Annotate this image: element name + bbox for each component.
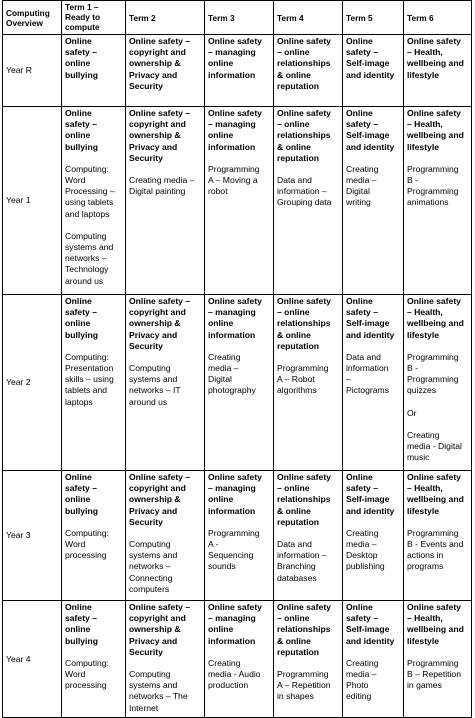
spacer	[346, 647, 400, 658]
online-safety-topic: Online safety – online bullying	[65, 108, 98, 152]
term-cell	[62, 471, 126, 601]
unit-topic: Computing systems and networks – The Internet	[129, 669, 188, 713]
table-row	[3, 601, 472, 718]
spacer	[407, 341, 468, 352]
unit-topic: Data and information – Grouping data	[277, 175, 332, 208]
online-safety-topic: Online safety – online relationships & online reputation	[277, 602, 331, 657]
spacer	[65, 517, 122, 528]
term-cell	[404, 35, 472, 107]
unit-topic: Computing: Word processing	[65, 657, 109, 691]
term-cell	[343, 107, 404, 295]
unit-topic: Programming A – Moving a robot	[208, 163, 260, 197]
term-cell	[126, 295, 205, 471]
year-label: Year 3	[3, 471, 62, 601]
year-label: Year 4	[3, 601, 62, 718]
online-safety-topic: Online safety – online relationships & online reputation	[277, 108, 331, 163]
unit-topic: Creating media – Desktop publishing	[346, 527, 385, 572]
spacer	[208, 647, 270, 658]
term-cell	[404, 107, 472, 295]
spacer	[277, 352, 339, 363]
online-safety-topic: Online safety – Self-image and identity	[346, 296, 395, 340]
term-cell	[205, 471, 274, 601]
unit-topic: Programming A – Repetition in shapes	[277, 669, 331, 702]
spacer	[346, 341, 400, 352]
online-safety-topic: Online safety – online relationships & online reputation	[277, 472, 331, 527]
spacer	[277, 658, 339, 669]
year-label: Year 1	[3, 107, 62, 295]
unit-topic: Data and information – Pictograms	[346, 351, 389, 396]
online-safety-topic: Online safety – Self-image and identity	[346, 602, 395, 646]
header-term-3: Term 3	[205, 1, 274, 35]
spacer	[65, 647, 122, 658]
online-safety-topic: Online safety – Health, wellbeing and lifestyle	[407, 296, 464, 340]
header-row	[3, 1, 472, 35]
online-safety-topic: Online safety – online bullying	[65, 36, 98, 80]
spacer	[277, 528, 339, 539]
online-safety-topic: Online safety – copyright and ownership & Privacy and Security	[129, 36, 191, 91]
term-cell	[205, 35, 274, 107]
term-cell	[126, 35, 205, 107]
term-cell	[274, 295, 343, 471]
spacer	[65, 341, 122, 352]
spacer	[346, 153, 400, 164]
table-row	[3, 107, 472, 295]
table-row	[3, 295, 472, 471]
unit-topic: Creating media – Photo editing	[346, 657, 379, 702]
online-safety-topic: Online safety – online bullying	[65, 472, 98, 516]
spacer	[407, 397, 468, 408]
header-term-5: Term 5	[343, 1, 404, 35]
online-safety-topic: Online safety – Self-image and identity	[346, 36, 395, 80]
unit-topic: Creating media - Digital music	[407, 429, 462, 463]
term-cell	[404, 601, 472, 718]
unit-topic: Data and information – Branching databases	[277, 539, 327, 583]
online-safety-topic: Online safety – online bullying	[65, 296, 98, 340]
unit-topic: Computing systems and networks – IT around us	[129, 363, 181, 407]
header-term-6: Term 6	[404, 1, 472, 35]
term-cell	[343, 601, 404, 718]
spacer	[277, 164, 339, 175]
online-safety-topic: Online safety – copyright and ownership & Privacy and Security	[129, 472, 191, 527]
unit-topic: Programming B - Programming quizzes	[407, 351, 459, 396]
unit-topic: Computing: Word Processing – using tablets and laptops	[65, 163, 115, 219]
online-safety-topic: Online safety – Health, wellbeing and lifestyle	[407, 108, 464, 152]
term-cell	[62, 107, 126, 295]
spacer	[65, 153, 122, 164]
unit-topic: Computing: Word processing	[65, 527, 109, 561]
term-cell	[62, 295, 126, 471]
online-safety-topic: Online safety – copyright and ownership & Privacy and Security	[129, 108, 191, 163]
spacer	[129, 352, 201, 363]
unit-topic: Creating media – Digital painting	[129, 175, 195, 197]
unit-topic: Computing systems and networks – Connecting computers	[129, 539, 178, 594]
spacer	[129, 658, 201, 669]
table-row	[3, 35, 472, 107]
online-safety-topic: Online safety – online bullying	[65, 602, 98, 646]
term-cell	[274, 471, 343, 601]
term-cell	[62, 601, 126, 718]
term-cell	[343, 295, 404, 471]
spacer	[407, 647, 468, 658]
unit-topic: Creating media – Digital writing	[346, 163, 379, 208]
unit-topic: Programming A - Sequencing sounds	[208, 527, 260, 572]
online-safety-topic: Online safety – managing online information	[208, 36, 262, 80]
online-safety-topic: Online safety – copyright and ownership & Privacy and Security	[129, 602, 191, 657]
online-safety-topic: Online safety – Health, wellbeing and lifestyle	[407, 472, 464, 516]
term-cell	[274, 107, 343, 295]
header-term-1: Term 1 – Ready to compute	[62, 1, 126, 35]
spacer	[407, 153, 468, 164]
unit-topic: Computing systems and networks – Technology around us	[65, 230, 114, 286]
online-safety-topic: Online safety – online relationships & online reputation	[277, 36, 331, 91]
unit-topic: Creating media - Audio production	[208, 657, 261, 691]
term-cell	[343, 35, 404, 107]
year-label: Year 2	[3, 295, 62, 471]
spacer	[129, 164, 201, 175]
spacer	[129, 528, 201, 539]
header-term-2: Term 2	[126, 1, 205, 35]
term-cell	[126, 601, 205, 718]
unit-topic: Programming B - Events and actions in programs	[407, 527, 464, 572]
spacer	[208, 341, 270, 352]
term-cell	[205, 601, 274, 718]
online-safety-topic: Online safety – managing online information	[208, 472, 262, 516]
spacer	[407, 419, 468, 430]
online-safety-topic: Online safety – Self-image and identity	[346, 108, 395, 152]
term-cell	[126, 471, 205, 601]
spacer	[407, 517, 468, 528]
term-cell	[343, 471, 404, 601]
spacer	[208, 517, 270, 528]
header-overview: Computing Overview	[3, 1, 62, 35]
term-cell	[62, 35, 126, 107]
online-safety-topic: Online safety – managing online information	[208, 602, 262, 646]
online-safety-topic: Online safety – managing online information	[208, 296, 262, 340]
online-safety-topic: Online safety – Self-image and identity	[346, 472, 395, 516]
spacer	[65, 220, 122, 231]
unit-topic: Creating media – Digital photography	[208, 351, 256, 396]
online-safety-topic: Online safety – managing online information	[208, 108, 262, 152]
online-safety-topic: Online safety – online relationships & online reputation	[277, 296, 331, 351]
table-row	[3, 471, 472, 601]
unit-topic: Programming B - Programming animations	[407, 163, 459, 208]
header-term-4: Term 4	[274, 1, 343, 35]
term-cell	[205, 107, 274, 295]
term-cell	[404, 471, 472, 601]
term-cell	[274, 35, 343, 107]
online-safety-topic: Online safety – Health, wellbeing and lifestyle	[407, 602, 464, 646]
computing-overview-table	[2, 0, 472, 718]
unit-topic: Programming A – Robot algorithms	[277, 363, 329, 396]
unit-topic: Programming B – Repetition in games	[407, 657, 461, 691]
term-cell	[126, 107, 205, 295]
term-cell	[404, 295, 472, 471]
spacer	[346, 517, 400, 528]
unit-topic: Or	[407, 407, 417, 418]
unit-topic: Computing: Presentation skills – using tablets and laptops	[65, 351, 114, 407]
spacer	[208, 153, 270, 164]
year-label: Year R	[3, 35, 62, 107]
term-cell	[205, 295, 274, 471]
term-cell	[274, 601, 343, 718]
online-safety-topic: Online safety – copyright and ownership & Privacy and Security	[129, 296, 191, 351]
online-safety-topic: Online safety – Health, wellbeing and lifestyle	[407, 36, 464, 80]
